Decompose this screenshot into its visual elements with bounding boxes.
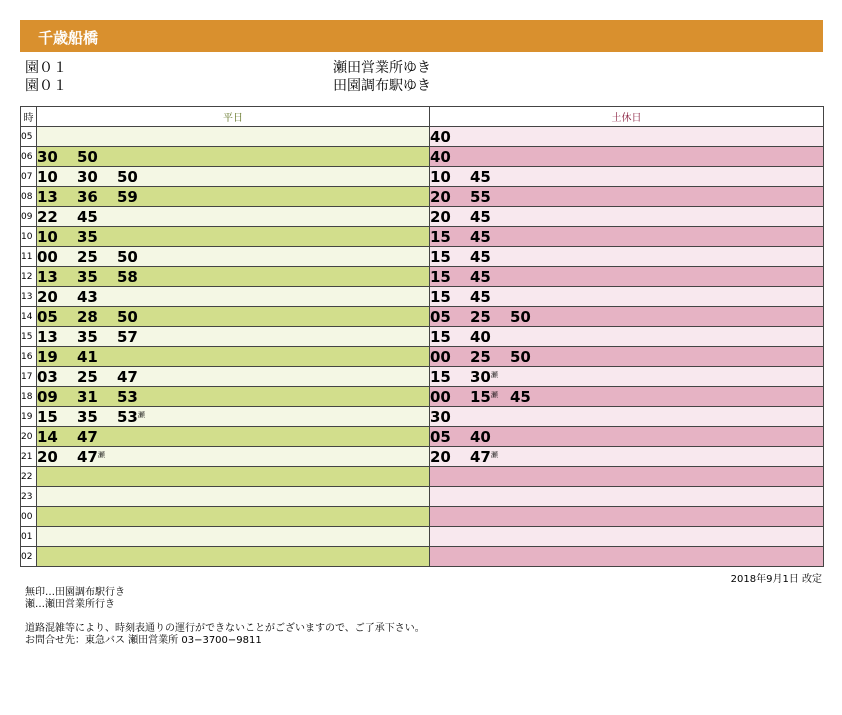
route-number-1: 園０１: [25, 60, 67, 76]
departure-time: [37, 208, 77, 226]
departure-minute: 30: [470, 368, 491, 386]
departure-minute: 58: [117, 268, 138, 286]
departure-time: [430, 208, 470, 226]
departure-time: [37, 368, 77, 386]
departure-time: [430, 288, 470, 306]
weekday-departures-cell: [37, 527, 430, 547]
departure-minute: 20: [430, 208, 451, 226]
hour-cell: 02: [21, 547, 37, 567]
departure-minute: 25: [470, 308, 491, 326]
timetable-body: [21, 127, 824, 567]
departure-minute: 47: [470, 448, 491, 466]
departure-minute: 35: [77, 408, 98, 426]
departure-minute: 57: [117, 328, 138, 346]
departure-time: [117, 188, 157, 206]
departure-minute: 15: [470, 388, 491, 406]
departure-minute: 15: [430, 328, 451, 346]
hour-cell: 19: [21, 407, 37, 427]
departure-minute: 25: [470, 348, 491, 366]
holiday-departures-cell: [430, 467, 824, 487]
departure-time: [77, 248, 117, 266]
timetable-header: [21, 107, 824, 127]
departure-time: [510, 348, 550, 366]
legend-seta-mark: 瀬…瀬田営業所行き: [25, 599, 115, 610]
departure-time: [77, 208, 117, 226]
departure-minute: 13: [37, 328, 58, 346]
departure-minute: 40: [470, 328, 491, 346]
departure-minute: 15: [430, 248, 451, 266]
departure-time: [37, 448, 77, 466]
timetable: [20, 106, 824, 567]
departure-time: [430, 268, 470, 286]
departure-time: [117, 248, 157, 266]
holiday-departures-cell: [430, 127, 824, 147]
departure-minute: 50: [117, 308, 138, 326]
table-row: [21, 407, 824, 427]
departure-minute: 20: [37, 448, 58, 466]
departure-minute: 31: [77, 388, 98, 406]
departure-minute: 10: [430, 168, 451, 186]
departure-time: [470, 248, 510, 266]
weekday-departures-cell: [37, 447, 430, 467]
contact-info: お問合せ先：東急バス 瀬田営業所 03−3700−9811: [25, 635, 262, 646]
departure-time: [37, 248, 77, 266]
destination-mark: 瀬: [490, 391, 498, 399]
departure-time: [37, 288, 77, 306]
departure-minute: 36: [77, 188, 98, 206]
departure-minute: 05: [37, 308, 58, 326]
departure-minute: 45: [470, 168, 491, 186]
hour-cell: 00: [21, 507, 37, 527]
departure-minute: 15: [430, 368, 451, 386]
departure-time: [470, 208, 510, 226]
departure-time: [430, 228, 470, 246]
holiday-departures-cell: [430, 447, 824, 467]
weekday-departures-cell: [37, 167, 430, 187]
departure-minute: 20: [430, 448, 451, 466]
departure-time: [430, 428, 470, 446]
table-row: [21, 287, 824, 307]
departure-time: [470, 188, 510, 206]
holiday-departures-cell: [430, 187, 824, 207]
departure-time: [510, 308, 550, 326]
hour-cell: 23: [21, 487, 37, 507]
weekday-departures-cell: [37, 267, 430, 287]
table-row: [21, 347, 824, 367]
holiday-departures-cell: [430, 327, 824, 347]
hour-cell: 13: [21, 287, 37, 307]
table-row: [21, 207, 824, 227]
departure-minute: 15: [430, 268, 451, 286]
departure-time: [77, 408, 117, 426]
table-row: [21, 327, 824, 347]
departure-time: [77, 188, 117, 206]
departure-minute: 45: [470, 248, 491, 266]
departure-minute: 55: [470, 188, 491, 206]
departure-time: [117, 308, 157, 326]
departure-minute: 59: [117, 188, 138, 206]
holiday-column-header: 土休日: [430, 107, 824, 127]
departure-time: [117, 268, 157, 286]
departure-time: [77, 268, 117, 286]
stop-title-bar: [20, 20, 823, 52]
table-row: [21, 447, 824, 467]
departure-minute: 19: [37, 348, 58, 366]
holiday-departures-cell: [430, 307, 824, 327]
departure-minute: 30: [430, 408, 451, 426]
hour-cell: 12: [21, 267, 37, 287]
departure-minute: 45: [510, 388, 531, 406]
weekday-departures-cell: [37, 227, 430, 247]
holiday-departures-cell: [430, 527, 824, 547]
table-row: [21, 267, 824, 287]
route-number-2: 園０１: [25, 78, 67, 94]
departure-minute: 47: [77, 448, 98, 466]
departure-minute: 00: [430, 388, 451, 406]
hour-column-header: 時: [21, 107, 37, 127]
destination-mark: 瀬: [490, 451, 498, 459]
holiday-departures-cell: [430, 507, 824, 527]
departure-time: [117, 328, 157, 346]
departure-time: [117, 408, 157, 426]
weekday-departures-cell: [37, 347, 430, 367]
departure-time: [470, 428, 510, 446]
table-row: [21, 187, 824, 207]
departure-time: [470, 268, 510, 286]
weekday-departures-cell: [37, 327, 430, 347]
departure-time: [37, 228, 77, 246]
departure-time: [470, 328, 510, 346]
departure-minute: 28: [77, 308, 98, 326]
departure-minute: 15: [37, 408, 58, 426]
departure-time: [37, 348, 77, 366]
departure-minute: 22: [37, 208, 58, 226]
departure-time: [37, 408, 77, 426]
weekday-departures-cell: [37, 147, 430, 167]
departure-minute: 05: [430, 308, 451, 326]
departure-time: [430, 128, 470, 146]
departure-minute: 53: [117, 408, 138, 426]
hour-cell: 11: [21, 247, 37, 267]
departure-minute: 35: [77, 228, 98, 246]
table-row: [21, 507, 824, 527]
departure-minute: 47: [77, 428, 98, 446]
departure-minute: 00: [430, 348, 451, 366]
departure-minute: 45: [470, 268, 491, 286]
legend-default: 無印…田園調布駅行き: [25, 587, 125, 598]
departure-minute: 50: [77, 148, 98, 166]
table-row: [21, 387, 824, 407]
departure-time: [430, 248, 470, 266]
departure-minute: 15: [430, 288, 451, 306]
departure-minute: 30: [37, 148, 58, 166]
holiday-departures-cell: [430, 547, 824, 567]
table-row: [21, 247, 824, 267]
departure-time: [470, 368, 510, 386]
hour-cell: 20: [21, 427, 37, 447]
holiday-departures-cell: [430, 167, 824, 187]
stop-name: 千歳船橋: [38, 29, 99, 47]
departure-time: [37, 268, 77, 286]
hour-cell: 01: [21, 527, 37, 547]
table-row: [21, 167, 824, 187]
departure-minute: 10: [37, 228, 58, 246]
departure-time: [77, 168, 117, 186]
departure-minute: 40: [430, 148, 451, 166]
departure-time: [430, 388, 470, 406]
departure-time: [77, 328, 117, 346]
holiday-departures-cell: [430, 147, 824, 167]
holiday-departures-cell: [430, 287, 824, 307]
departure-minute: 15: [430, 228, 451, 246]
table-row: [21, 307, 824, 327]
departure-minute: 03: [37, 368, 58, 386]
hour-cell: 15: [21, 327, 37, 347]
destination-mark: 瀬: [97, 451, 105, 459]
holiday-departures-cell: [430, 487, 824, 507]
departure-time: [430, 308, 470, 326]
departure-time: [470, 288, 510, 306]
departure-minute: 40: [470, 428, 491, 446]
departure-time: [117, 368, 157, 386]
departure-time: [117, 388, 157, 406]
departure-minute: 45: [470, 208, 491, 226]
departure-minute: 00: [37, 248, 58, 266]
hour-cell: 05: [21, 127, 37, 147]
departure-time: [510, 388, 550, 406]
departure-time: [117, 168, 157, 186]
hour-cell: 06: [21, 147, 37, 167]
departure-minute: 25: [77, 368, 98, 386]
holiday-departures-cell: [430, 407, 824, 427]
holiday-departures-cell: [430, 207, 824, 227]
departure-time: [37, 428, 77, 446]
table-row: [21, 127, 824, 147]
weekday-departures-cell: [37, 287, 430, 307]
departure-minute: 13: [37, 188, 58, 206]
hour-cell: 21: [21, 447, 37, 467]
departure-time: [77, 288, 117, 306]
weekday-departures-cell: [37, 207, 430, 227]
weekday-departures-cell: [37, 367, 430, 387]
route-destination-1: 瀬田営業所ゆき: [333, 60, 431, 76]
hour-cell: 14: [21, 307, 37, 327]
departure-time: [430, 148, 470, 166]
departure-time: [430, 348, 470, 366]
departure-minute: 45: [470, 228, 491, 246]
table-row: [21, 547, 824, 567]
hour-cell: 18: [21, 387, 37, 407]
weekday-departures-cell: [37, 427, 430, 447]
weekday-departures-cell: [37, 307, 430, 327]
hour-cell: 07: [21, 167, 37, 187]
holiday-departures-cell: [430, 227, 824, 247]
weekday-departures-cell: [37, 187, 430, 207]
departure-minute: 30: [77, 168, 98, 186]
weekday-departures-cell: [37, 387, 430, 407]
hour-cell: 08: [21, 187, 37, 207]
table-row: [21, 367, 824, 387]
departure-minute: 20: [37, 288, 58, 306]
table-row: [21, 147, 824, 167]
departure-time: [37, 188, 77, 206]
weekday-departures-cell: [37, 467, 430, 487]
weekday-departures-cell: [37, 507, 430, 527]
departure-time: [77, 428, 117, 446]
departure-time: [430, 168, 470, 186]
departure-time: [470, 448, 510, 466]
departure-minute: 50: [117, 168, 138, 186]
departure-time: [37, 148, 77, 166]
departure-time: [470, 168, 510, 186]
departure-time: [77, 308, 117, 326]
holiday-departures-cell: [430, 247, 824, 267]
departure-minute: 05: [430, 428, 451, 446]
departure-time: [77, 348, 117, 366]
departure-minute: 50: [510, 348, 531, 366]
departure-time: [430, 408, 470, 426]
departure-minute: 25: [77, 248, 98, 266]
weekday-departures-cell: [37, 487, 430, 507]
hour-cell: 09: [21, 207, 37, 227]
table-row: [21, 527, 824, 547]
departure-minute: 13: [37, 268, 58, 286]
departure-minute: 10: [37, 168, 58, 186]
departure-time: [430, 328, 470, 346]
departure-time: [470, 388, 510, 406]
hour-cell: 10: [21, 227, 37, 247]
departure-minute: 14: [37, 428, 58, 446]
departure-time: [470, 308, 510, 326]
departure-time: [37, 328, 77, 346]
table-row: [21, 427, 824, 447]
departure-time: [77, 148, 117, 166]
table-row: [21, 487, 824, 507]
departure-time: [470, 228, 510, 246]
holiday-departures-cell: [430, 267, 824, 287]
destination-mark: 瀬: [137, 411, 145, 419]
hour-cell: 22: [21, 467, 37, 487]
departure-minute: 35: [77, 328, 98, 346]
weekday-departures-cell: [37, 547, 430, 567]
departure-minute: 45: [77, 208, 98, 226]
destination-mark: 瀬: [490, 371, 498, 379]
hour-cell: 16: [21, 347, 37, 367]
weekday-departures-cell: [37, 247, 430, 267]
departure-minute: 50: [510, 308, 531, 326]
departure-minute: 47: [117, 368, 138, 386]
departure-minute: 20: [430, 188, 451, 206]
departure-time: [430, 368, 470, 386]
departure-minute: 50: [117, 248, 138, 266]
departure-time: [77, 228, 117, 246]
holiday-departures-cell: [430, 427, 824, 447]
hour-cell: 17: [21, 367, 37, 387]
departure-minute: 40: [430, 128, 451, 146]
departure-time: [470, 348, 510, 366]
departure-time: [430, 448, 470, 466]
weekday-departures-cell: [37, 407, 430, 427]
revision-date: 2018年9月1日 改定: [730, 574, 822, 585]
weekday-departures-cell: [37, 127, 430, 147]
departure-minute: 09: [37, 388, 58, 406]
departure-time: [37, 168, 77, 186]
departure-minute: 53: [117, 388, 138, 406]
delay-notice: 道路混雑等により、時刻表通りの運行ができないことがございますので、ご了承下さい。: [25, 623, 425, 634]
departure-minute: 43: [77, 288, 98, 306]
table-row: [21, 227, 824, 247]
departure-time: [37, 308, 77, 326]
departure-time: [37, 388, 77, 406]
departure-minute: 41: [77, 348, 98, 366]
departure-time: [77, 388, 117, 406]
route-destination-2: 田園調布駅ゆき: [333, 78, 431, 94]
departure-time: [430, 188, 470, 206]
holiday-departures-cell: [430, 367, 824, 387]
departure-time: [77, 448, 117, 466]
departure-time: [77, 368, 117, 386]
table-row: [21, 467, 824, 487]
departure-minute: 45: [470, 288, 491, 306]
weekday-column-header: 平日: [37, 107, 430, 127]
departure-minute: 35: [77, 268, 98, 286]
holiday-departures-cell: [430, 387, 824, 407]
holiday-departures-cell: [430, 347, 824, 367]
